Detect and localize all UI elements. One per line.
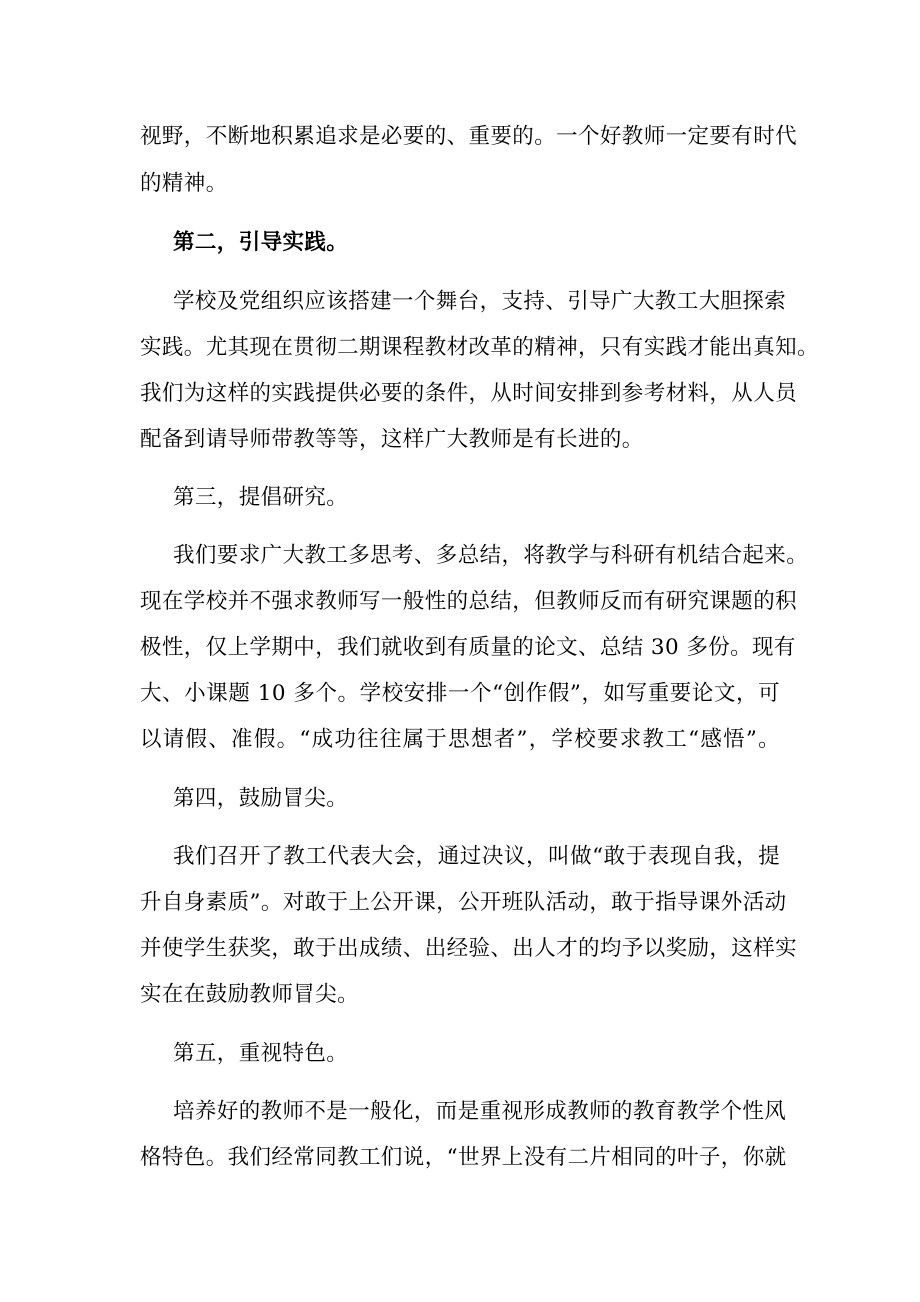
paragraph-line: 现在学校并不强求教师写一般性的总结，但教师反而有研究课题的积	[140, 589, 798, 614]
paragraph-line: 视野，不断地积累追求是必要的、重要的。一个好教师一定要有时代	[140, 124, 798, 149]
section-heading: 第二，引导实践。	[173, 230, 349, 255]
paragraph-line: 并使学生获奖，敢于出成绩、出经验、出人才的均予以奖励，这样实	[140, 936, 798, 961]
paragraph-line: 格特色。我们经常同教工们说，“世界上没有二片相同的叶子，你就	[140, 1145, 787, 1170]
paragraph-line: 的精神。	[140, 171, 228, 196]
paragraph-line: 以请假、准假。“成功往往属于思想者”，学校要求教工“感悟”。	[140, 727, 780, 752]
paragraph-line: 培养好的教师不是一般化，而是重视形成教师的教育教学个性风	[173, 1099, 787, 1124]
paragraph-line: 学校及党组织应该搭建一个舞台，支持、引导广大教工大胆探索	[173, 289, 787, 314]
section-heading: 第五，重视特色。	[173, 1041, 349, 1066]
paragraph-line: 我们要求广大教工多思考、多总结，将教学与科研有机结合起来。	[173, 543, 809, 568]
paragraph-line: 配备到请导师带教等等，这样广大教师是有长进的。	[140, 427, 644, 452]
paragraph-line: 我们召开了教工代表大会，通过决议，叫做“敢于表现自我，提	[173, 844, 780, 869]
paragraph-line: 实践。尤其现在贯彻二期课程教材改革的精神，只有实践才能出真知。	[140, 335, 819, 360]
paragraph-line: 我们为这样的实践提供必要的条件，从时间安排到参考材料，从人员	[140, 381, 798, 406]
paragraph-line: 实在在鼓励教师冒尖。	[140, 982, 360, 1007]
paragraph-line: 大、小课题 10 多个。学校安排一个“创作假”，如写重要论文，可	[140, 681, 780, 706]
section-heading: 第四，鼓励冒尖。	[173, 786, 349, 811]
section-heading: 第三，提倡研究。	[173, 485, 349, 510]
paragraph-line: 极性，仅上学期中，我们就收到有质量的论文、总结 30 多份。现有	[140, 635, 796, 660]
paragraph-line: 升自身素质”。对敢于上公开课，公开班队活动，敢于指导课外活动	[140, 890, 787, 915]
